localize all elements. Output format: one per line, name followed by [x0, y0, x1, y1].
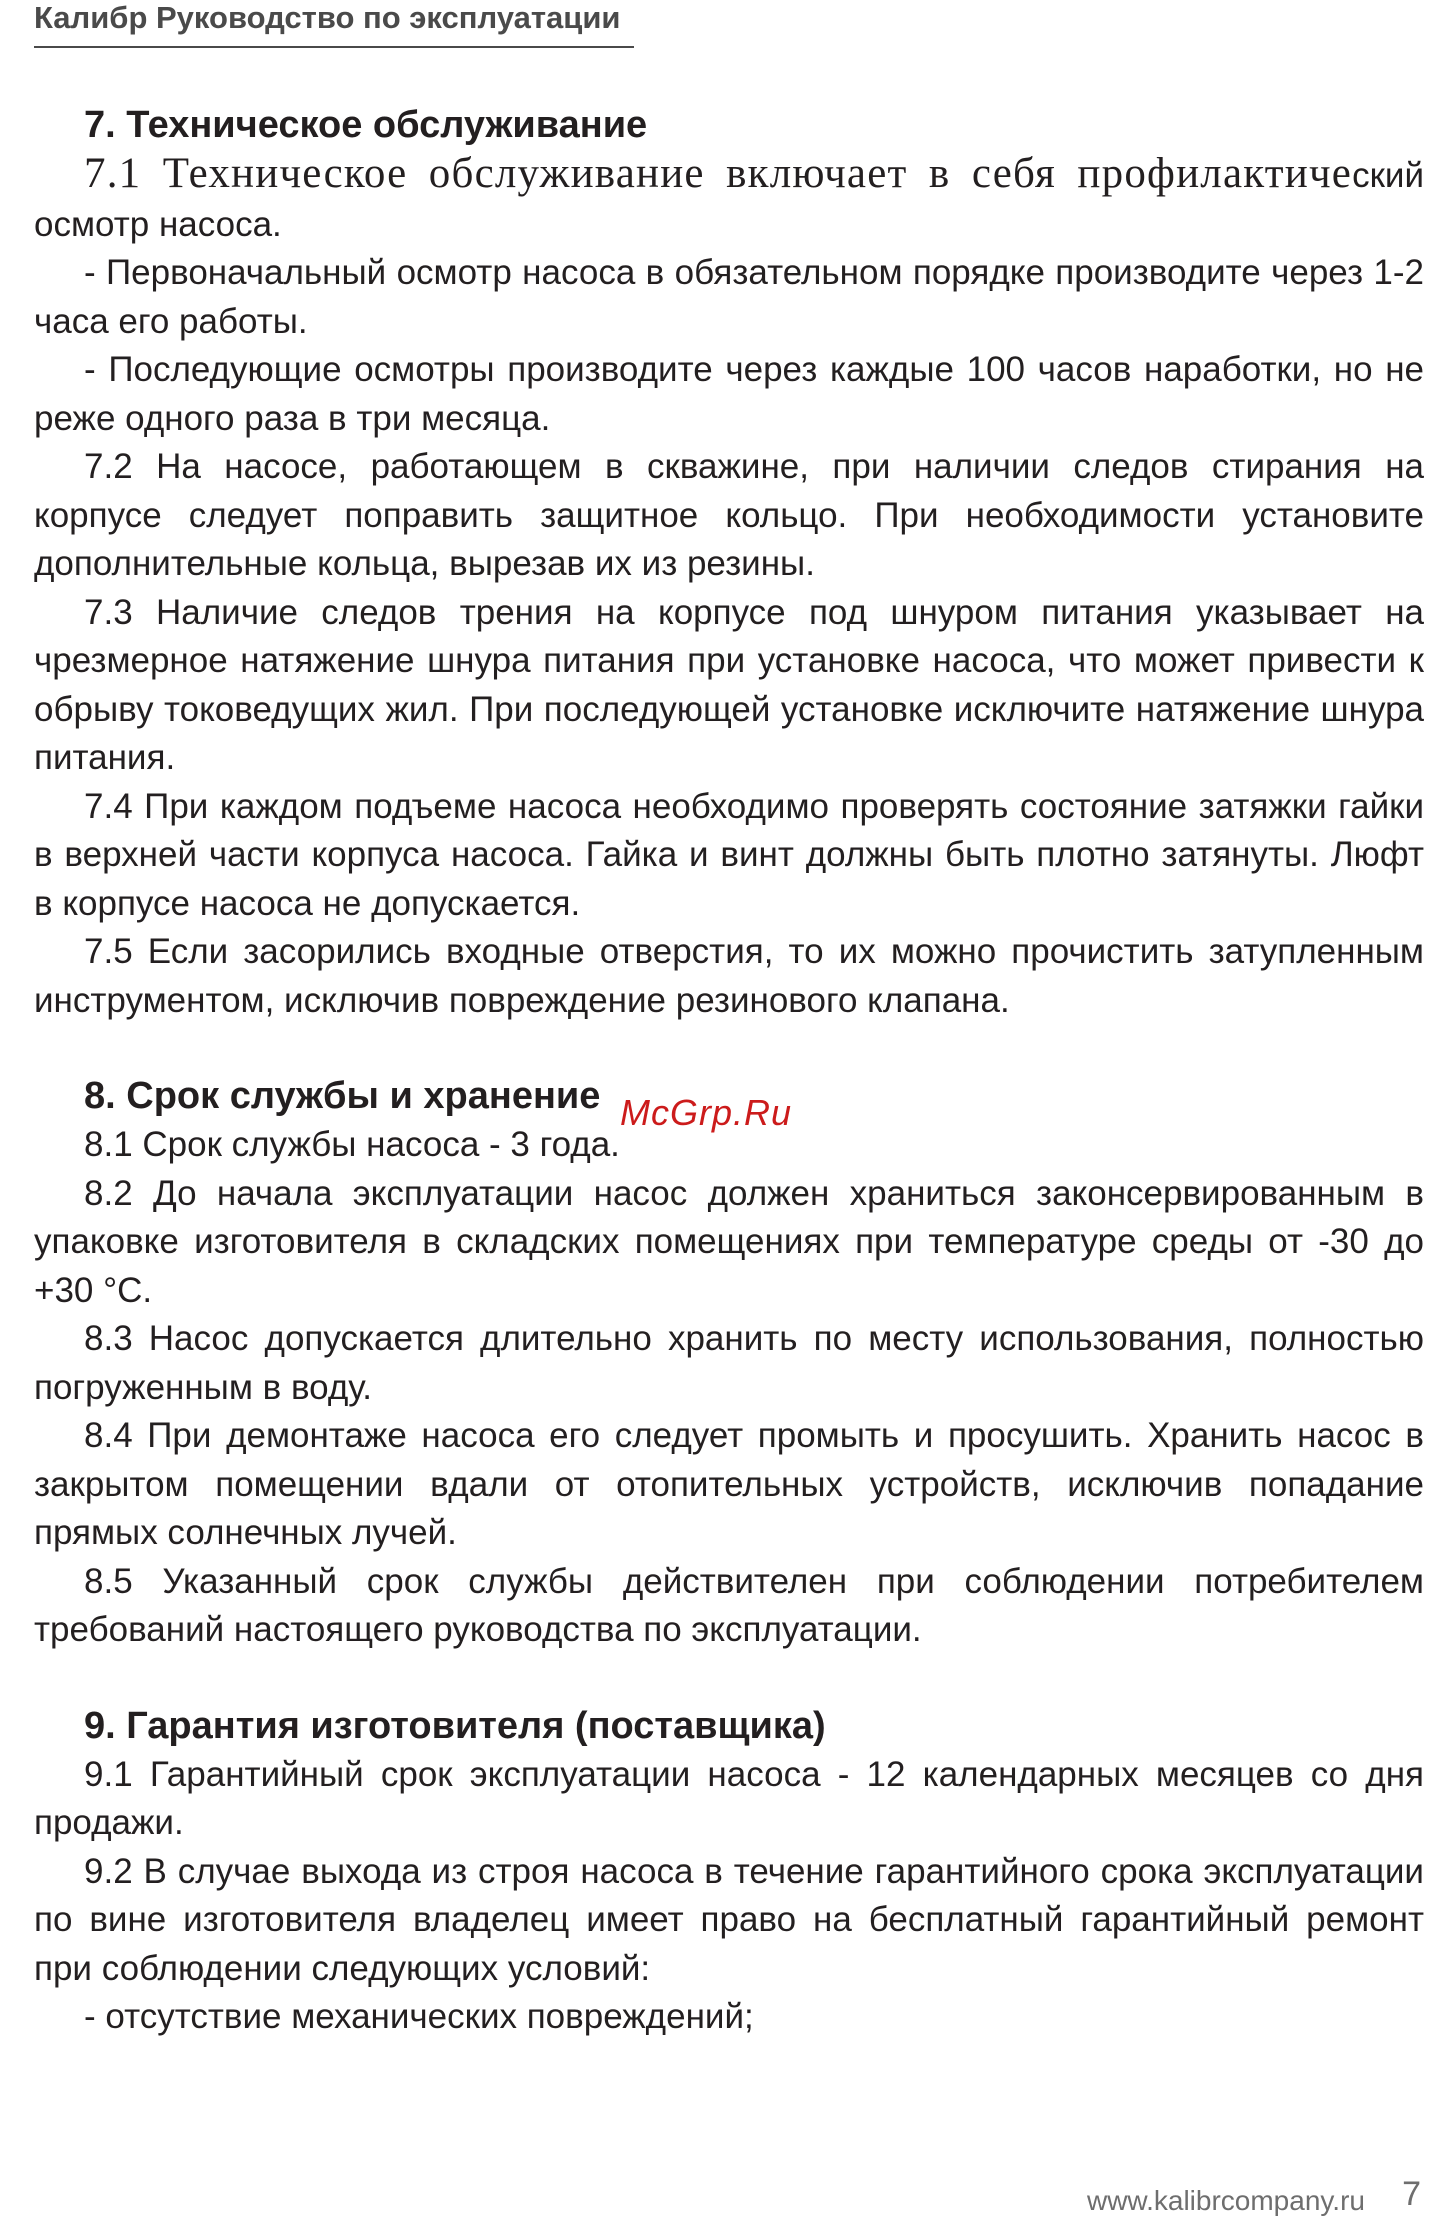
- paragraph: 7.5 Если засорились входные отверстия, то их можно прочистить затупленным инструментом, исключив повреждение резинового клапана.: [34, 932, 1424, 1020]
- paragraph: 8.4 При демонтаже насоса его следует промыть и просушить. Хранить насос в закрытом помещении вдали от отопительных устройств, исключив попадание прямых солнечных лучей.: [34, 1416, 1424, 1552]
- section-title-service-life: 8. Срок службы и хранение: [84, 1075, 601, 1117]
- paragraph: 9.1 Гарантийный срок эксплуатации насоса - 12 календарных месяцев со дня продажи.: [34, 1754, 1424, 1842]
- paragraph: 8.2 До начала эксплуатации насос должен храниться законсервированным в упаковке изготовителя в складских помещениях при температуре среды от -30 до +30 °С.: [34, 1173, 1424, 1310]
- footer-url: www.kalibrcompany.ru: [1086, 2185, 1365, 2216]
- paragraph-7-1: [34, 150, 1424, 249]
- paragraph: 8.3 Насос допускается длительно хранить по месту использования, полностью погруженным в воду.: [34, 1319, 1424, 1407]
- paragraph: 9.2 В случае выхода из строя насоса в течение гарантийного срока эксплуатации по вине изготовителя владелец имеет право на бесплатный гарантийный ремонт при соблюдении следующих условий:: [34, 1851, 1424, 1988]
- paragraph: 8.5 Указанный срок службы действителен при соблюдении потребителем требований настоящего руководства по эксплуатации.: [34, 1561, 1424, 1649]
- running-header: Калибр Руководство по эксплуатации: [34, 0, 634, 48]
- paragraph: - отсутствие механических повреждений;: [84, 1997, 754, 2036]
- page-number: 7: [1402, 2175, 1421, 2213]
- paragraph: 7.2 На насосе, работающем в скважине, при наличии следов стирания на корпусе следует поправить защитное кольцо. При необходимости установите дополнительные кольца, вырезав их из резины.: [34, 447, 1424, 583]
- paragraph-7-1-rest: ский осмотр насоса.: [34, 156, 1424, 244]
- paragraph: 7.3 Наличие следов трения на корпусе под шнуром питания указывает на чрезмерное натяжение шнура питания при установке насоса, что может привести к обрыву токоведущих жил. При последующей установке исключите натяжение шнура питания.: [34, 592, 1424, 777]
- watermark: McGrp.Ru: [620, 1092, 793, 1133]
- document-body: [34, 100, 1424, 2042]
- paragraph: - Первоначальный осмотр насоса в обязательном порядке производите через 1-2 часа его работы.: [34, 253, 1424, 341]
- paragraph: 7.4 При каждом подъеме насоса необходимо проверять состояние затяжки гайки в верхней части корпуса насоса. Гайка и винт должны быть плотно затянуты. Люфт в корпусе насоса не допускается.: [34, 786, 1424, 923]
- paragraph: - Последующие осмотры производите через каждые 100 часов наработки, но не реже одного раза в три месяца.: [34, 350, 1424, 438]
- section-gap: [34, 1025, 1424, 1071]
- paragraph-7-1-serif: 7.1 Техническое обслуживание включает в себя профилактиче: [84, 150, 1353, 197]
- paragraph: 8.1 Срок службы насоса - 3 года.: [84, 1125, 620, 1164]
- section-gap: [34, 1655, 1424, 1701]
- section-title-warranty: 9. Гарантия изготовителя (поставщика): [84, 1704, 826, 1747]
- section-title-maintenance: 7. Техническое обслуживание: [84, 104, 648, 146]
